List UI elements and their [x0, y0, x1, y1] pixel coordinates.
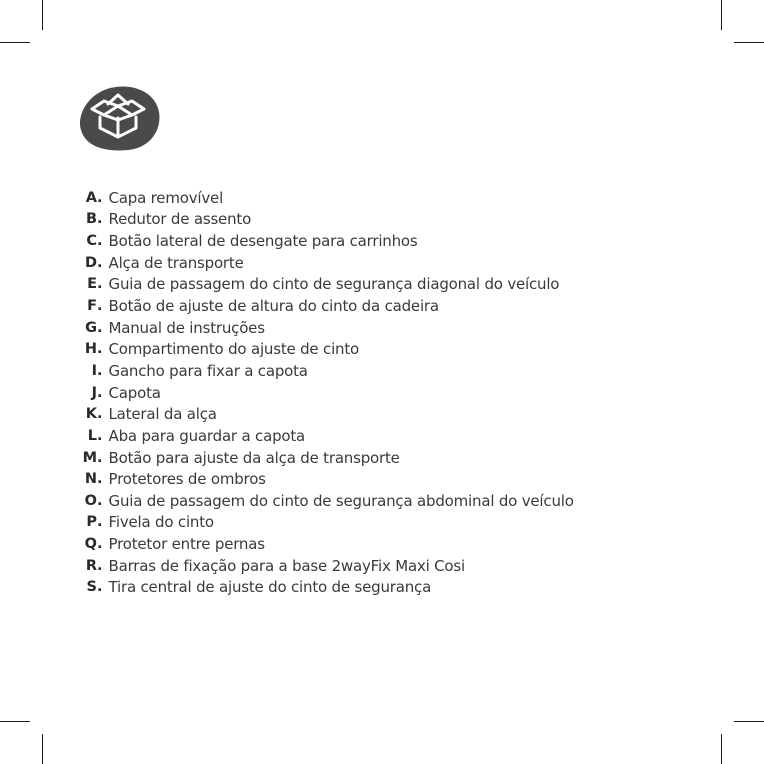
- part-letter: H: [84, 341, 97, 358]
- part-letter: D: [84, 254, 97, 271]
- part-description: Botão para ajuste da alça de transporte: [108, 448, 400, 467]
- part-letter: G: [85, 319, 97, 336]
- part-item-d: [72, 252, 574, 274]
- part-letter-period: .: [97, 557, 103, 574]
- part-letter-period: .: [97, 406, 103, 423]
- part-letter: L: [87, 427, 97, 444]
- part-letter: I: [91, 362, 97, 379]
- part-item-q: [72, 533, 574, 555]
- part-description: Protetor entre pernas: [108, 535, 265, 554]
- part-letter: B: [85, 211, 97, 228]
- part-description: Lateral da alça: [108, 405, 217, 424]
- part-description: Capota: [108, 383, 161, 402]
- part-letter: M: [82, 449, 97, 466]
- part-description: Capa removível: [108, 188, 224, 207]
- part-description: Tira central de ajuste do cinto de segurança: [108, 578, 432, 597]
- part-description: Botão de ajuste de altura do cinto da cadeira: [108, 297, 439, 316]
- part-item-c: [72, 230, 574, 252]
- crop-mark-bottom-right-horizontal: [734, 721, 764, 722]
- crop-mark-top-right-horizontal: [734, 42, 764, 43]
- part-description: Guia de passagem do cinto de segurança abdominal do veículo: [108, 491, 574, 510]
- part-letter: K: [85, 406, 97, 423]
- part-item-r: [72, 555, 574, 577]
- parts-list: [72, 187, 574, 598]
- part-item-s: [72, 577, 574, 599]
- crop-mark-bottom-left-vertical: [42, 734, 43, 764]
- part-letter: J: [91, 384, 97, 401]
- part-item-p: [72, 512, 574, 534]
- part-item-l: [72, 425, 574, 447]
- part-description: Compartimento do ajuste de cinto: [108, 340, 360, 359]
- part-description: Protetores de ombros: [108, 470, 266, 489]
- part-letter: C: [86, 233, 97, 250]
- part-letter-period: .: [97, 211, 103, 228]
- part-letter-period: .: [97, 362, 103, 379]
- part-letter-period: .: [97, 427, 103, 444]
- part-item-a: [72, 187, 574, 209]
- open-box-icon: [78, 84, 160, 152]
- part-description: Redutor de assento: [108, 210, 252, 229]
- part-item-m: [72, 447, 574, 469]
- part-letter: F: [87, 298, 97, 315]
- part-description: Barras de fixação para a base 2wayFix Maxi Cosi: [108, 556, 465, 575]
- crop-mark-top-left-vertical: [42, 0, 43, 30]
- part-description: Alça de transporte: [108, 253, 244, 272]
- part-letter-period: .: [97, 514, 103, 531]
- part-description: Guia de passagem do cinto de segurança diagonal do veículo: [108, 275, 560, 294]
- part-item-h: [72, 338, 574, 360]
- part-letter-period: .: [97, 276, 103, 293]
- part-item-f: [72, 295, 574, 317]
- part-letter-period: .: [97, 449, 103, 466]
- part-letter: O: [84, 492, 97, 509]
- part-letter-period: .: [97, 254, 103, 271]
- part-letter: R: [85, 557, 97, 574]
- crop-mark-bottom-left-horizontal: [0, 721, 30, 722]
- crop-mark-top-left-horizontal: [0, 42, 30, 43]
- part-item-j: [72, 382, 574, 404]
- part-description: Manual de instruções: [108, 318, 265, 337]
- part-letter: Q: [84, 536, 97, 553]
- part-letter: S: [86, 579, 97, 596]
- part-letter-period: .: [97, 341, 103, 358]
- part-item-b: [72, 209, 574, 231]
- part-letter: N: [84, 471, 97, 488]
- part-letter-period: .: [97, 492, 103, 509]
- part-item-o: [72, 490, 574, 512]
- part-item-k: [72, 403, 574, 425]
- part-item-e: [72, 274, 574, 296]
- part-letter-period: .: [97, 298, 103, 315]
- part-letter: E: [87, 276, 97, 293]
- part-description: Gancho para fixar a capota: [108, 361, 308, 380]
- part-letter-period: .: [97, 536, 103, 553]
- part-description: Botão lateral de desengate para carrinhos: [108, 232, 418, 251]
- part-letter-period: .: [97, 233, 103, 250]
- part-letter-period: .: [97, 319, 103, 336]
- part-item-i: [72, 360, 574, 382]
- part-item-g: [72, 317, 574, 339]
- part-description: Fivela do cinto: [108, 513, 214, 532]
- part-item-n: [72, 468, 574, 490]
- part-letter-period: .: [97, 384, 103, 401]
- part-description: Aba para guardar a capota: [108, 426, 306, 445]
- part-letter-period: .: [97, 471, 103, 488]
- part-letter-period: .: [97, 189, 103, 206]
- crop-mark-top-right-vertical: [721, 0, 722, 30]
- part-letter: A: [85, 189, 97, 206]
- part-letter-period: .: [97, 579, 103, 596]
- crop-mark-bottom-right-vertical: [721, 734, 722, 764]
- part-letter: P: [86, 514, 97, 531]
